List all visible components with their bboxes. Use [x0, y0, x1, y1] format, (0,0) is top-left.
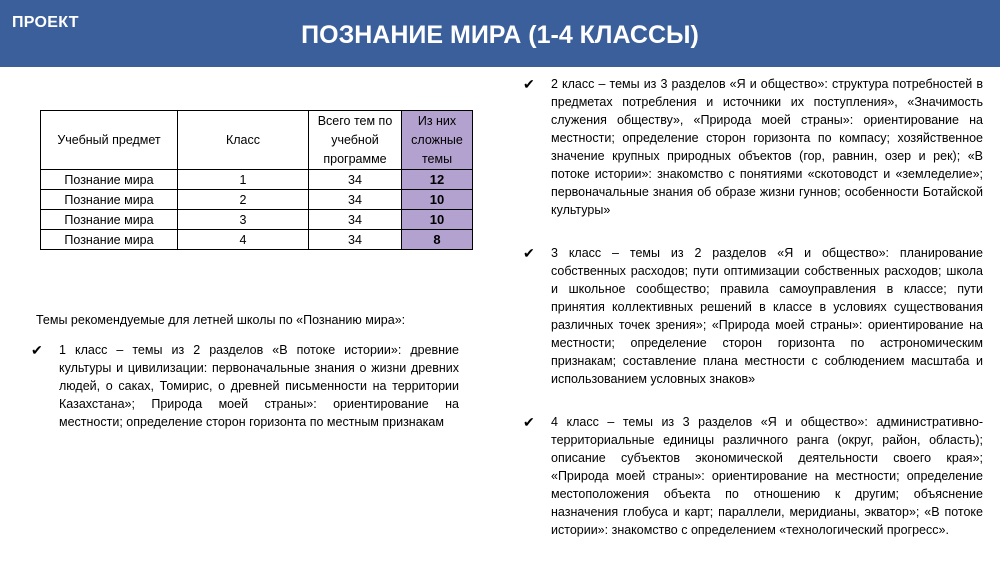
cell-complex: 10	[402, 190, 473, 210]
check-icon: ✔	[523, 76, 535, 92]
subject-table	[40, 110, 473, 250]
cell-complex: 8	[402, 230, 473, 250]
check-icon: ✔	[31, 342, 43, 358]
grade-2-topics	[523, 75, 983, 219]
grade-1-topics	[31, 341, 459, 431]
cell-grade: 4	[178, 230, 309, 250]
grade-3-text: 3 класс – темы из 2 разделов «Я и общество»: планирование собственных расходов; пути оптимизации собственных расходов; школа и школьное сообщество; правила самоуправления в классе; пути принятия коллективных решений в классе в условиях существования различных точек зрения»; «Природа моей страны»: ориентирование на местности; определение сторон горизонта по астрономическим признакам; составление плана местности с соблюдением масштаба и использованием условных знаков»	[551, 246, 983, 386]
header-complex-topics: Из них сложные темы	[402, 111, 473, 170]
check-icon: ✔	[523, 245, 535, 261]
cell-grade: 3	[178, 210, 309, 230]
table-row	[41, 190, 473, 210]
cell-grade: 1	[178, 170, 309, 190]
cell-complex: 10	[402, 210, 473, 230]
table-row	[41, 170, 473, 190]
cell-total: 34	[309, 230, 402, 250]
cell-total: 34	[309, 190, 402, 210]
cell-complex: 12	[402, 170, 473, 190]
table-row	[41, 210, 473, 230]
cell-subject: Познание мира	[41, 230, 178, 250]
cell-total: 34	[309, 210, 402, 230]
grade-3-topics	[523, 244, 983, 388]
header-grade: Класс	[178, 111, 309, 170]
cell-subject: Познание мира	[41, 190, 178, 210]
summer-school-intro: Темы рекомендуемые для летней школы по «Познанию мира»:	[36, 313, 406, 327]
header-subject: Учебный предмет	[41, 111, 178, 170]
cell-subject: Познание мира	[41, 170, 178, 190]
header-bar	[0, 0, 1000, 67]
grade-4-text: 4 класс – темы из 3 разделов «Я и общество»: административно-территориальные единицы различного ранга (округ, район, область); описание субъектов экономической деятельности своего края»; «Природа моей страны»: ориентирование на местности; определение местоположения объекта по отношению к другим; объяснение назначения глобуса и карт; параллели, меридианы, экватор»; «В потоке истории»: знакомство с определением «технологический прогресс».	[551, 415, 983, 537]
table-row	[41, 230, 473, 250]
grade-1-text: 1 класс – темы из 2 разделов «В потоке истории»: древние культуры и цивилизации: первоначальные знания о жизни древних людей, о саках, Томирис, о древней письменности на территории Казахстана»; Природа моей страны»: ориентирование на местности; определение сторон горизонта по местным признакам	[59, 343, 459, 429]
grade-4-topics	[523, 413, 983, 539]
check-icon: ✔	[523, 414, 535, 430]
grade-2-text: 2 класс – темы из 3 разделов «Я и общество»: структура потребностей в предметах потребления и источники их поступления», «Значимость служения обществу», «Природа моей страны»: ориентирование на местности; определение сторон горизонта по компасу; хозяйственное значение крупных природных объектов (гор, равнин, озер и рек); «В потоке истории»: знакомство с понятиями «скотоводст и «земледелие»; первоначальные знания об образе жизни гуннов; особенности Ботайской культуры»	[551, 77, 983, 217]
table-header-row	[41, 111, 473, 170]
cell-total: 34	[309, 170, 402, 190]
cell-grade: 2	[178, 190, 309, 210]
cell-subject: Познание мира	[41, 210, 178, 230]
project-tag: ПРОЕКТ	[12, 14, 79, 31]
header-total-topics: Всего тем по учебной программе	[309, 111, 402, 170]
page-title: ПОЗНАНИЕ МИРА (1-4 КЛАССЫ)	[301, 21, 699, 49]
